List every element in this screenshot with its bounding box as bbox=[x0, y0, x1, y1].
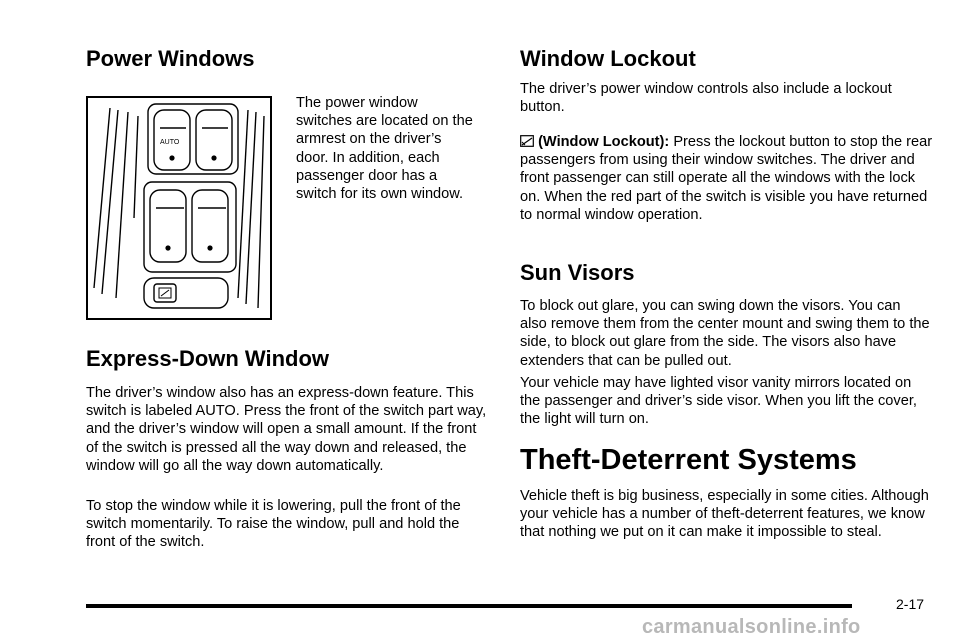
power-windows-intro: The power window switches are located on the armrest on the driver’s door. In addition, each passenger door has a switch for its own window. bbox=[296, 95, 473, 203]
express-down-paragraph-1: The driver’s window also has an express-down feature. This switch is labeled AUTO. Press the front of the switch part way, and the driver’s window will open a small amount. If the front of the switch is pressed all the way down and released, the window will go all the way down automatically. bbox=[86, 385, 487, 474]
window-lockout-title: Window Lockout bbox=[520, 46, 696, 71]
express-down-paragraph-2: To stop the window while it is lowering, pull the front of the switch momentarily. To raise the window, pull and hold the front of the switch. bbox=[86, 498, 461, 551]
express-down-title: Express-Down Window bbox=[86, 346, 330, 371]
footer-rule bbox=[86, 604, 852, 608]
power-window-switch-figure bbox=[86, 96, 272, 320]
sun-visors-paragraph-1: To block out glare, you can swing down the visors. You can also remove them from the center mount and swing them to the side, to block out glare from the side. The visors also have extenders that can be pulled out. bbox=[520, 298, 930, 369]
theft-deterrent-title: Theft-Deterrent Systems bbox=[520, 444, 857, 476]
auto-label: AUTO bbox=[160, 139, 180, 146]
theft-deterrent-paragraph: Vehicle theft is big business, especially in some cities. Although your vehicle has a number of theft-deterrent features, we know that nothing we put on it can make it impossible to steal. bbox=[520, 488, 929, 541]
window-lockout-paragraph-2 bbox=[520, 133, 935, 224]
sun-visors-title: Sun Visors bbox=[520, 260, 635, 285]
window-lockout-icon bbox=[520, 135, 534, 147]
window-switch-illustration bbox=[88, 98, 270, 318]
window-lockout-description: Press the lockout button to stop the rear passengers from using their window switches. The driver and front passenger can still operate all the windows with the lock on. When the red part of the switch is visible you have returned to normal window operation. bbox=[520, 134, 933, 223]
watermark: carmanualsonline.info bbox=[642, 616, 861, 638]
page-number: 2-17 bbox=[896, 596, 925, 612]
sun-visors-paragraph-2: Your vehicle may have lighted visor vanity mirrors located on the passenger and driver’s side visor. When you lift the cover, the light will turn on. bbox=[520, 375, 917, 428]
window-lockout-label: (Window Lockout): bbox=[538, 134, 670, 150]
power-windows-title: Power Windows bbox=[86, 46, 255, 71]
window-lockout-paragraph-1: The driver’s power window controls also include a lockout button. bbox=[520, 81, 892, 116]
